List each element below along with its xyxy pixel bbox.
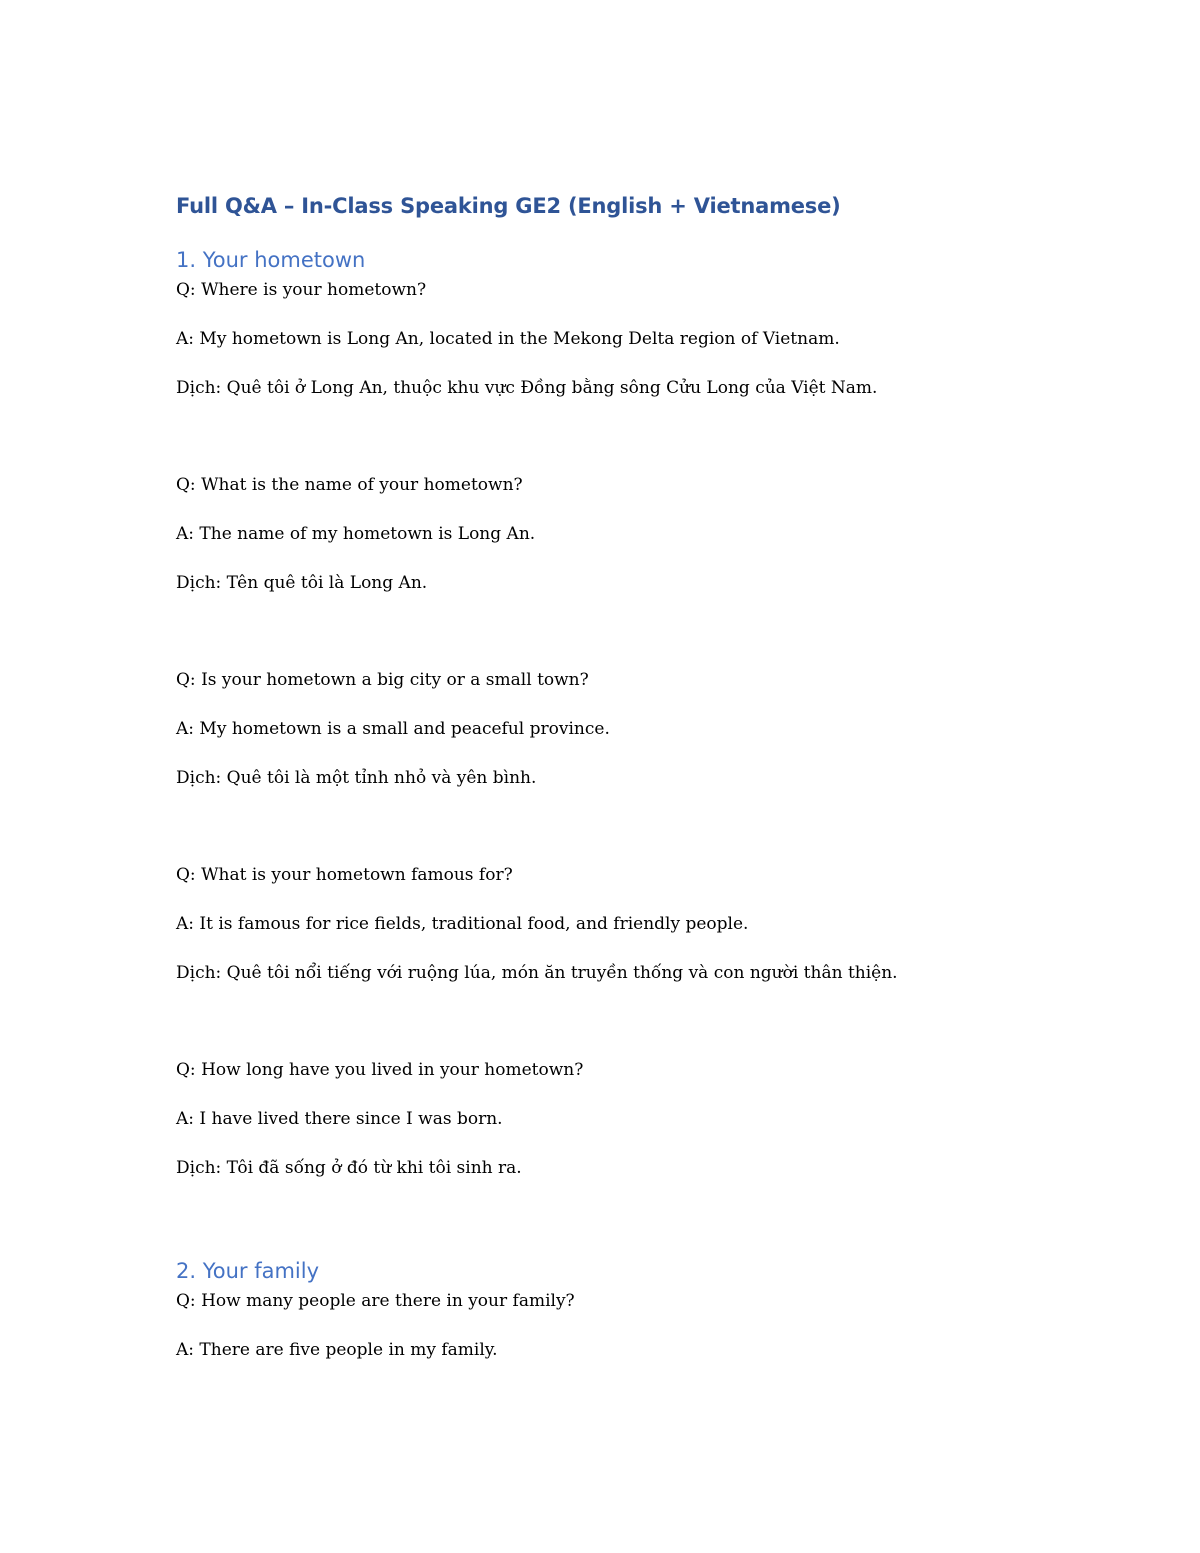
- section-family: [176, 1254, 1076, 1387]
- paragraph-spacer: [176, 620, 1076, 668]
- document-body: [176, 189, 1076, 1387]
- answer-text: A: My hometown is Long An, located in the Mekong Delta region of Vietnam.: [176, 329, 840, 349]
- paragraph-spacer: [176, 1010, 1076, 1058]
- qa-item: [176, 863, 1076, 1010]
- translation-text: Dịch: Quê tôi là một tỉnh nhỏ và yên bình.: [176, 768, 537, 788]
- question-text: Q: What is your hometown famous for?: [176, 865, 513, 885]
- question-text: Q: How long have you lived in your hometown?: [176, 1060, 584, 1080]
- question-text: Q: How many people are there in your family?: [176, 1291, 575, 1311]
- translation-text: Dịch: Quê tôi nổi tiếng với ruộng lúa, món ăn truyền thống và con người thân thiện.: [176, 963, 898, 983]
- qa-item: [176, 668, 1076, 815]
- answer-text: A: There are five people in my family.: [176, 1340, 498, 1360]
- paragraph-spacer: [176, 425, 1076, 473]
- answer-text: A: It is famous for rice fields, traditional food, and friendly people.: [176, 914, 749, 934]
- qa-item: [176, 473, 1076, 620]
- answer-text: A: The name of my hometown is Long An.: [176, 524, 536, 544]
- question-text: Q: Where is your hometown?: [176, 280, 427, 300]
- translation-text: Dịch: Tên quê tôi là Long An.: [176, 573, 428, 593]
- qa-item: [176, 1058, 1076, 1205]
- document-title: Full Q&A – In-Class Speaking GE2 (English + Vietnamese): [176, 194, 841, 218]
- section-heading: 1. Your hometown: [176, 248, 366, 272]
- question-text: Q: Is your hometown a big city or a small town?: [176, 670, 589, 690]
- section-heading: 2. Your family: [176, 1259, 320, 1283]
- section-hometown: [176, 243, 1076, 1254]
- answer-text: A: My hometown is a small and peaceful province.: [176, 719, 610, 739]
- answer-text: A: I have lived there since I was born.: [176, 1109, 503, 1129]
- translation-text: Dịch: Quê tôi ở Long An, thuộc khu vực Đồng bằng sông Cửu Long của Việt Nam.: [176, 378, 878, 398]
- translation-text: Dịch: Tôi đã sống ở đó từ khi tôi sinh ra.: [176, 1158, 522, 1178]
- qa-item: [176, 1289, 1076, 1387]
- qa-item: [176, 278, 1076, 425]
- paragraph-spacer: [176, 815, 1076, 863]
- question-text: Q: What is the name of your hometown?: [176, 475, 523, 495]
- paragraph-spacer: [176, 1205, 1076, 1254]
